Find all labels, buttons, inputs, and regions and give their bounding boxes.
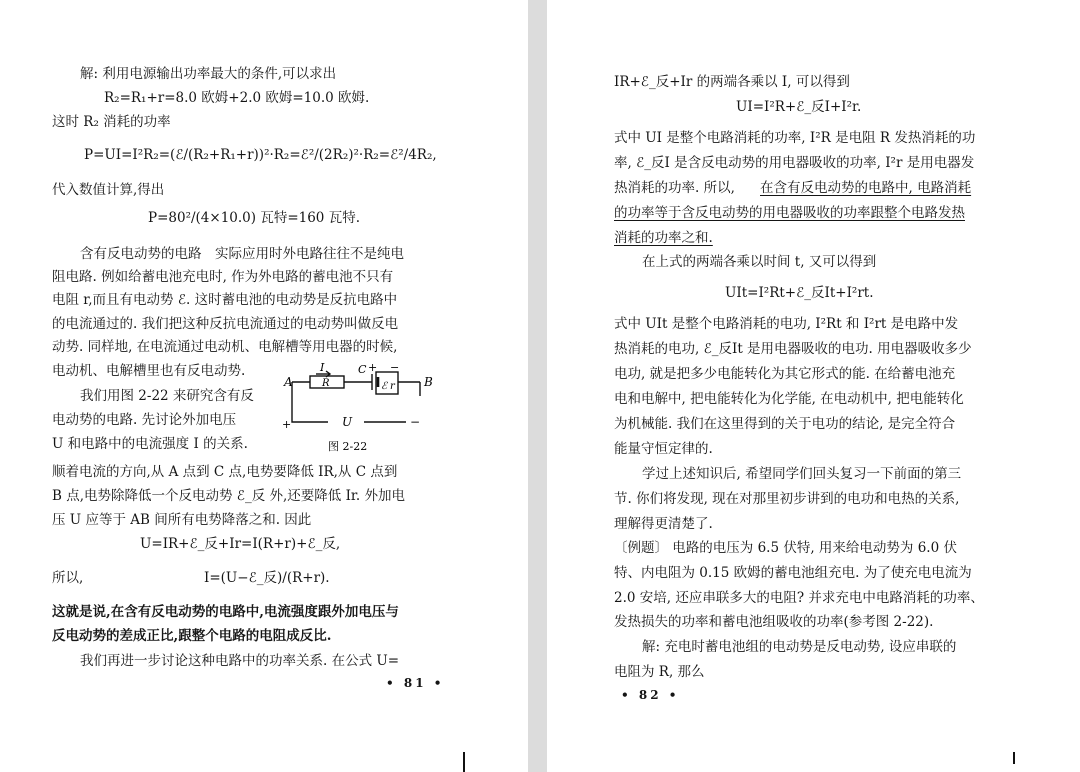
text-line: 顺着电流的方向,从 A 点到 C 点,电势要降低 IR,从 C 点到 [52,464,398,480]
label-minus-top: − [390,362,400,374]
left-page [0,0,528,772]
equation: R₂=R₁+r=8.0 欧姆+2.0 欧姆=10.0 欧姆. [104,90,370,106]
text-line: 我们再进一步讨论这种电路中的功率关系. 在公式 U= [80,653,400,669]
text-line: 在上式的两端各乘以时间 t, 又可以得到 [642,254,877,270]
text-line: 电阻为 R, 那么 [614,664,705,680]
page-number: • 82 • [621,688,680,702]
text-line: 理解得更清楚了. [614,516,713,532]
label-a: A [284,375,293,389]
figure-caption: 图 2-22 [328,440,368,452]
page-number: • 81 • [386,676,445,690]
text-line: IR+ℰ_反+Ir 的两端各乘以 I, 可以得到 [614,74,850,90]
text-line: 含有反电动势的电路 实际应用时外电路往往不是纯电 [80,246,404,262]
equation: UI=I²R+ℰ_反I+I²r. [736,99,862,115]
text-line: 电阻 r,而且有电动势 ℰ. 这时蓄电池的电动势是反抗电路中 [52,292,398,308]
text-line: 热消耗的电功, ℰ_反It 是用电器吸收的电功. 用电器吸收多少 [614,341,972,357]
label-plus-top: + [368,362,378,374]
book-gutter [528,0,547,772]
text-line: 率, ℰ_反I 是含反电动势的用电器吸收的功率, I²r 是用电器发 [614,155,975,171]
label-minus-bottom: − [410,415,421,429]
text-line: 能量守恒定律的. [614,441,713,457]
text-line: 节. 你们将发现, 现在对那里初步讲到的电功和电热的关系, [614,491,960,507]
text-line: 动势. 同样地, 在电流通过电动机、电解槽等用电器的时候, [52,339,398,355]
text-line: 我们用图 2-22 来研究含有反 [80,388,254,404]
text-line: 这时 R₂ 消耗的功率 [52,114,171,130]
label-emf: ℰ [381,381,388,392]
label-r-big: R [322,378,330,389]
text-line: B 点,电势除降低一个反电动势 ℰ_反 外,还要降低 Ir. 外加电 [52,488,405,504]
right-page [547,0,1080,772]
emphasized-text: 消耗的功率之和. [614,230,713,246]
label-r-small: r [390,381,395,392]
text-line: 特、内电阻为 0.15 欧姆的蓄电池组充电. 为了使充电电流为 [614,565,972,581]
text-line: 电功, 就是把多少电能转化为其它形式的能. 在给蓄电池充 [614,366,956,382]
text-line: 的电流通过的. 我们把这种反抗电流通过的电动势叫做反电 [52,316,399,332]
text-line: 式中 UI 是整个电路消耗的功率, I²R 是电阻 R 发热消耗的功 [614,130,976,146]
label-i: I [320,362,325,374]
label-b: B [424,375,433,389]
text-line: 发热损失的功率和蓄电池组吸收的功率(参考图 2-22). [614,614,934,630]
equation: I=(U−ℰ_反)/(R+r). [204,570,330,586]
scan-mark [463,752,465,772]
text-line: 式中 UIt 是整个电路消耗的电功, I²Rt 和 I²rt 是电路中发 [614,316,959,332]
emphasized-text: 的功率等于含反电动势的用电器吸收的功率跟整个电路发热 [614,205,965,221]
text-line: 电动机、电解槽里也有反电动势. [52,363,246,379]
equation: UIt=I²Rt+ℰ_反It+I²rt. [725,285,874,301]
example-heading: 〔例题〕 电路的电压为 6.5 伏特, 用来给电动势为 6.0 伏 [614,540,957,556]
label-u: U [342,415,353,429]
text-line: 学过上述知识后, 希望同学们回头复习一下前面的第三 [642,466,962,482]
text-line: 电动势的电路. 先讨论外加电压 [52,412,237,428]
equation: U=IR+ℰ_反+Ir=I(R+r)+ℰ_反, [140,536,341,552]
text-line: 压 U 应等于 AB 间所有电势降落之和. 因此 [52,512,312,528]
text-line: 代入数值计算,得出 [52,182,165,198]
text-line: 反电动势的差成正比,跟整个电路的电阻成反比. [52,628,332,644]
label-plus-bottom: + [282,418,292,431]
text-line: 电和电解中, 把电能转化为化学能, 在电动机中, 把电能转化 [614,391,964,407]
equation: P=80²/(4×10.0) 瓦特=160 瓦特. [148,210,360,226]
label-c: C [358,363,367,376]
text-line: 阻电路. 例如给蓄电池充电时, 作为外电路的蓄电池不只有 [52,269,394,285]
text-line: 2.0 安培, 还应串联多大的电阻? 并求充电中电路消耗的功率、 [614,590,984,606]
text-line: U 和电路中的电流强度 I 的关系. [52,436,248,452]
text-line: 为机械能. 我们在这里得到的关于电功的结论, 是完全符合 [614,416,956,432]
text-line: 所以, [52,570,84,586]
emphasized-text: 在含有反电动势的电路中, 电路消耗 [760,180,972,196]
equation: P=UI=I²R₂=(ℰ/(R₂+R₁+r))²·R₂=ℰ²/(2R₂)²·R₂=ℰ²/4R₂, [84,147,437,163]
text-line: 热消耗的功率. 所以, [614,180,735,196]
scan-mark [1013,752,1015,764]
text-line: 解: 充电时蓄电池组的电动势是反电动势, 设应串联的 [642,639,957,655]
text-line: 解: 利用电源输出功率最大的条件,可以求出 [80,66,337,82]
circuit-diagram [280,362,440,452]
text-line: 这就是说,在含有反电动势的电路中,电流强度跟外加电压与 [52,604,399,620]
